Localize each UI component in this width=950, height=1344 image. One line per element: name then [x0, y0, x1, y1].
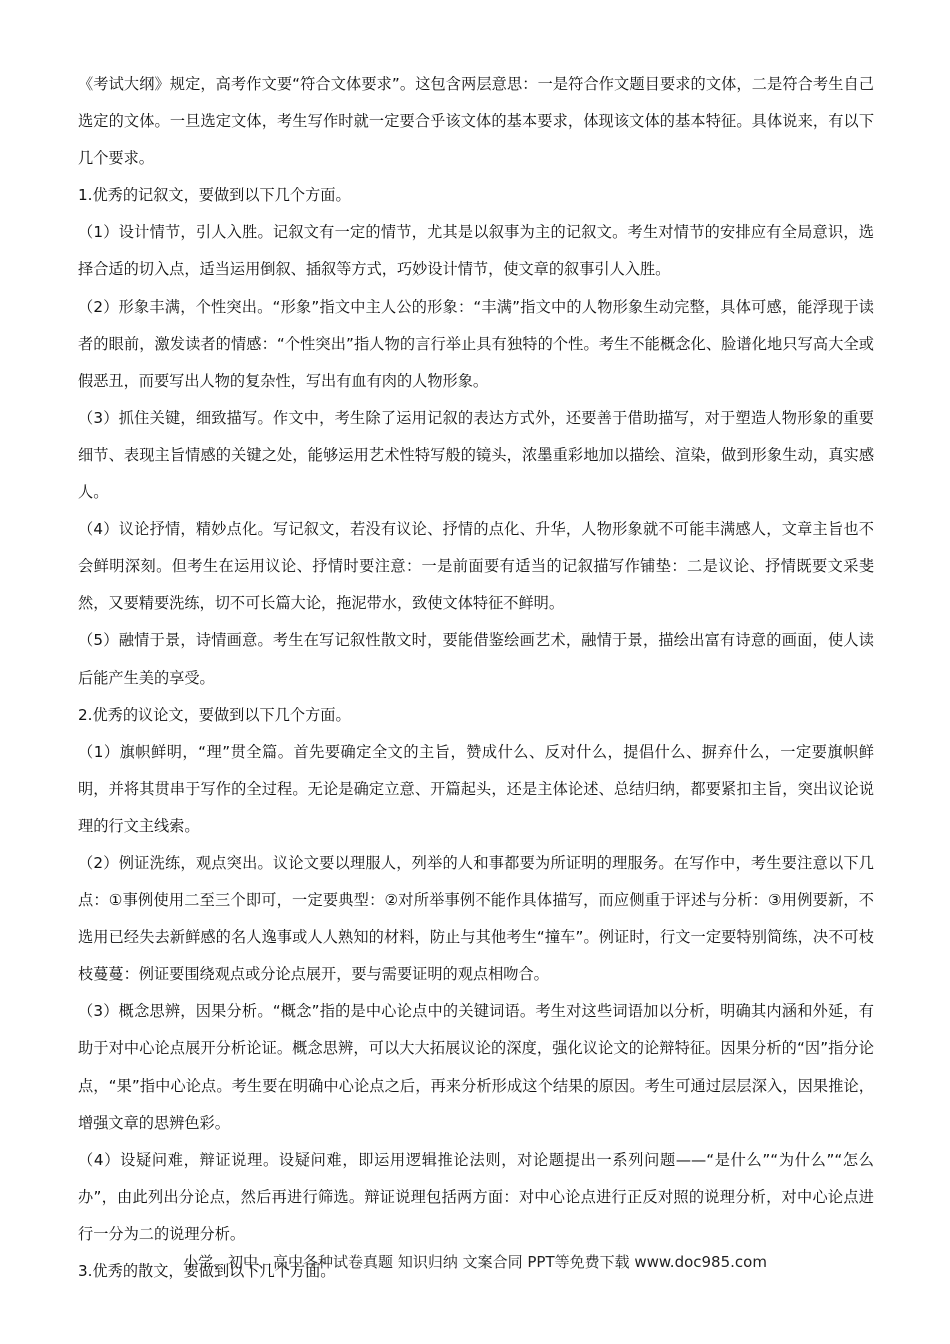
section-1-heading: 1.优秀的记叙文，要做到以下几个方面。: [78, 186, 351, 205]
document-body: [78, 66, 874, 1290]
section-1-item-3: （3）抓住关键，细致描写。作文中，考生除了运用记叙的表达方式外，还要善于借助描写，对于塑造人物形象的重要细节、表现主旨情感的关键之处，能够运用艺术性特写般的镜头，浓墨重彩地加以描绘、渲染，做到形象生动，真实感人。: [78, 408, 874, 502]
section-3-heading: 3.优秀的散文，要做到以下几个方面。: [78, 1262, 336, 1280]
footer-text: 小学、初中、高中各种试卷真题 知识归纳 文案合同 PPT等免费下载 www.doc985.com: [183, 1253, 767, 1271]
section-2-item-2: （2）例证洗练，观点突出。议论文要以理服人，列举的人和事都要为所证明的理服务。在写作中，考生要注意以下几点：①事例使用二至三个即可，一定要典型：②对所举事例不能作具体描写，而应侧重于评述与分析：③用例要新，不选用已经失去新鲜感的名人逸事或人人熟知的材料，防止与其他考生“撞车”。例证时，行文一定要特别简练，决不可枝枝蔓蔓：例证要围绕观点或分论点展开，要与需要证明的观点相吻合。: [78, 853, 874, 984]
section-2-item-1: （1）旗帜鲜明，“理”贯全篇。首先要确定全文的主旨，赞成什么、反对什么，提倡什么、摒弃什么，一定要旗帜鲜明，并将其贯串于写作的全过程。无论是确定立意、开篇起头，还是主体论述、总结归纳，都要紧扣主旨，突出议论说理的行文主线索。: [78, 742, 874, 835]
section-2-item-3: （3）概念思辨，因果分析。“概念”指的是中心论点中的关键词语。考生对这些词语加以分析，明确其内涵和外延，有助于对中心论点展开分析论证。概念思辨，可以大大拓展议论的深度，强化议论文的论辩特征。因果分析的“因”指分论点，“果”指中心论点。考生要在明确中心论点之后，再来分析形成这个结果的原因。考生可通过层层深入，因果推论，增强文章的思辨色彩。: [78, 1002, 874, 1132]
section-1-item-1: （1）设计情节，引人入胜。记叙文有一定的情节，尤其是以叙事为主的记叙文。考生对情节的安排应有全局意识，选择合适的切入点，适当运用倒叙、插叙等方式，巧妙设计情节，使文章的叙事引人入胜。: [78, 223, 874, 279]
section-2-item-4: （4）设疑问难，辩证说理。设疑问难，即运用逻辑推论法则，对论题提出一系列问题——“是什么”“为什么”“怎么办”，由此列出分论点，然后再进行筛选。辩证说理包括两方面：对中心论点进行正反对照的说理分析，对中心论点进行一分为二的说理分析。: [78, 1150, 874, 1243]
intro-paragraph: 《考试大纲》规定，高考作文要“符合文体要求”。这包含两层意思：一是符合作文题目要求的文体，二是符合考生自己选定的文体。一旦选定文体，考生写作时就一定要合乎该文体的基本要求，体现该文体的基本特征。具体说来，有以下几个要求。: [78, 75, 874, 168]
section-1-item-2: （2）形象丰满，个性突出。“形象”指文中主人公的形象：“丰满”指文中的人物形象生动完整，具体可感，能浮现于读者的眼前，激发读者的情感：“个性突出”指人物的言行举止具有独特的个性。考生不能概念化、脸谱化地只写高大全或假恶丑，而要写出人物的复杂性，写出有血有肉的人物形象。: [78, 297, 874, 390]
section-1-item-5: （5）融情于景，诗情画意。考生在写记叙性散文时，要能借鉴绘画艺术，融情于景，描绘出富有诗意的画面，使人读后能产生美的享受。: [78, 631, 874, 687]
section-1-item-4: （4）议论抒情，精妙点化。写记叙文，若没有议论、抒情的点化、升华，人物形象就不可能丰满感人，文章主旨也不会鲜明深刻。但考生在运用议论、抒情时要注意：一是前面要有适当的记叙描写作铺垫：二是议论、抒情既要文采斐然，又要精要洗练，切不可长篇大论，拖泥带水，致使文体特征不鲜明。: [78, 520, 874, 613]
section-2-heading: 2.优秀的议论文，要做到以下几个方面。: [78, 705, 351, 724]
